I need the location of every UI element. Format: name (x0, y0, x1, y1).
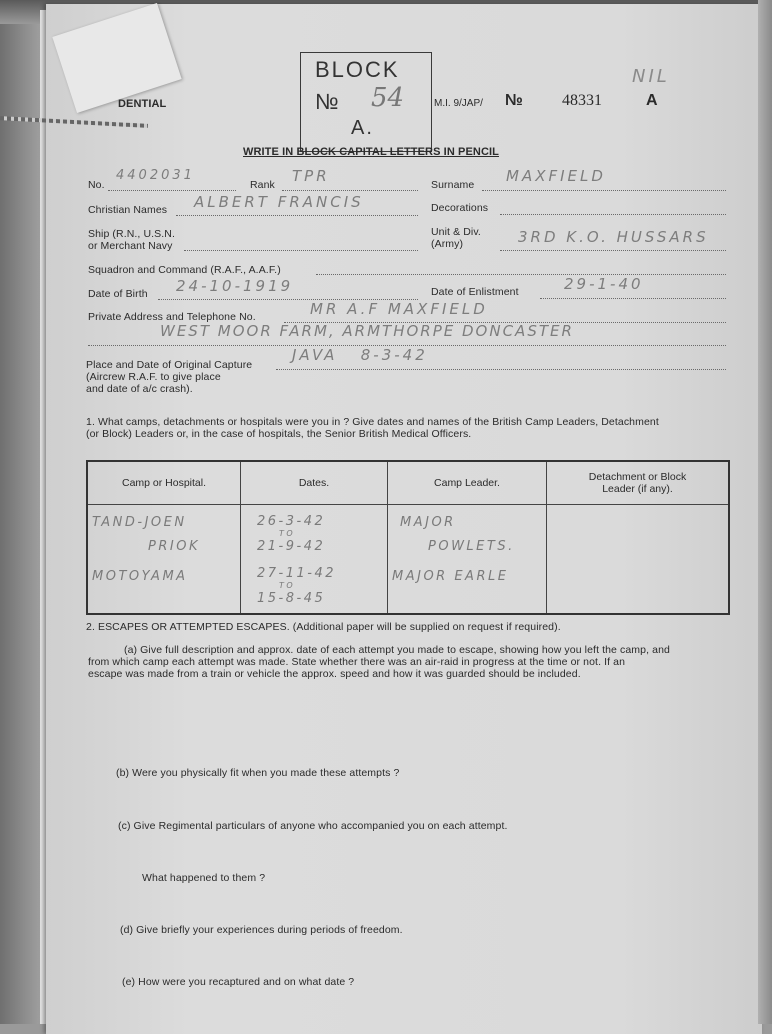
unit-label-2: (Army) (431, 238, 464, 250)
unit-label-1: Unit & Div. (431, 226, 481, 238)
date-to-1: TO (279, 529, 296, 538)
section2-e: (e) How were you recaptured and on what date ? (122, 976, 355, 988)
rank-value: TPR (292, 167, 330, 185)
section2-a-line2: from which camp each attempt was made. State whether there was an air-raid in progress at the time or not. If an (88, 656, 626, 668)
ship-label-2: or Merchant Navy (88, 240, 173, 252)
capture-line (276, 369, 726, 370)
surname-label: Surname (431, 179, 475, 191)
table-row (87, 505, 729, 615)
column-header-camp: Camp or Hospital. (87, 461, 241, 505)
decorations-line (500, 214, 726, 215)
enlistment-value: 29-1-40 (564, 275, 644, 293)
ship-line (184, 250, 418, 251)
christian-names-label: Christian Names (88, 204, 168, 216)
camp-name-2: MOTOYAMA (92, 569, 188, 584)
date-to-2: TO (279, 581, 296, 590)
table-header-row (87, 461, 729, 505)
leader-entries (388, 505, 546, 595)
ship-label-1: Ship (R.N., U.S.N. (88, 228, 175, 240)
capture-value: JAVA 8-3-42 (292, 346, 428, 364)
no-label: No. (88, 179, 105, 191)
section1-question-line2: (or Block) Leaders or, in the case of hospitals, the Senior British Medical Officers. (86, 428, 472, 440)
leader-name-2: MAJOR EARLE (392, 569, 509, 584)
leader-name-1b: POWLETS. (428, 539, 515, 554)
stamp-line-block: BLOCK (315, 57, 400, 82)
right-page-edge (758, 0, 772, 1024)
squadron-label: Squadron and Command (R.A.F., A.A.F.) (88, 264, 281, 276)
address-value-2: WEST MOOR FARM, ARMTHORPE DONCASTER (160, 322, 574, 340)
form-number: 48331 (562, 92, 602, 109)
address-label: Private Address and Telephone No. (88, 311, 256, 323)
instruction-heading: WRITE IN BLOCK CAPITAL LETTERS IN PENCIL (243, 146, 499, 158)
christian-names-value: ALBERT FRANCIS (194, 193, 364, 211)
detachment-cell (547, 505, 730, 615)
section2-a-line3: escape was made from a train or vehicle the approx. speed and how it was guarded should be included. (88, 668, 581, 680)
camp-cell (87, 505, 241, 615)
unit-line (500, 250, 726, 251)
rank-line (282, 190, 418, 191)
column-header-dates: Dates. (241, 461, 388, 505)
decorations-label: Decorations (431, 202, 489, 214)
date-entry-2: 21-9-42 (257, 539, 326, 554)
block-stamp (300, 52, 432, 152)
camp-name-1a: TAND-JOEN (92, 515, 187, 530)
column-header-camp-leader: Camp Leader. (388, 461, 547, 505)
section2-a-line1: (a) Give full description and approx. date of each attempt you made to escape, showing how you left the camp, and (124, 644, 670, 656)
date-entries (241, 505, 387, 613)
camp-entries (88, 505, 240, 595)
confidential-label: DENTIAL (118, 98, 167, 110)
column-header-detachment-leader: Detachment or Block Leader (if any). (547, 461, 730, 505)
section1-question-line1: 1. What camps, detachments or hospitals were you in ? Give dates and names of the British Camp Leaders, Detachment (86, 416, 659, 428)
no-line (108, 190, 236, 191)
section2-b: (b) Were you physically fit when you made these attempts ? (116, 767, 400, 779)
stamp-line-no: № (315, 89, 341, 114)
camps-table (86, 460, 730, 615)
enlistment-line (540, 298, 726, 299)
surname-value: MAXFIELD (506, 167, 606, 185)
christian-names-line (176, 215, 418, 216)
form-no-label: № (505, 92, 523, 109)
date-entry-4: 15-8-45 (257, 591, 326, 606)
date-entry-3: 27-11-42 (257, 566, 337, 581)
section2-d: (d) Give briefly your experiences during periods of freedom. (120, 924, 403, 936)
capture-label-3: and date of a/c crash). (86, 383, 193, 395)
form-ref: M.I. 9/JAP/ (434, 98, 483, 109)
dob-label: Date of Birth (88, 288, 148, 300)
rank-label: Rank (250, 179, 275, 191)
section2-c: (c) Give Regimental particulars of anyone who accompanied you on each attempt. (118, 820, 508, 832)
dob-value: 24-10-1919 (176, 277, 294, 295)
unit-value: 3RD K.O. HUSSARS (518, 228, 709, 246)
section2-c-followup: What happened to them ? (142, 872, 266, 884)
capture-label-2: (Aircrew R.A.F. to give place (86, 371, 221, 383)
capture-label-1: Place and Date of Original Capture (86, 359, 253, 371)
address-value-1: MR A.F MAXFIELD (310, 300, 488, 318)
form-suffix: A (646, 92, 658, 109)
stamp-letter: A. (351, 117, 374, 139)
leader-name-1a: MAJOR (400, 515, 456, 530)
section2-heading: 2. ESCAPES OR ATTEMPTED ESCAPES. (Additional paper will be supplied on request if required). (86, 621, 561, 633)
squadron-line (316, 274, 726, 275)
camp-name-1b: PRIOK (148, 539, 200, 554)
enlistment-label: Date of Enlistment (431, 286, 519, 298)
dates-cell (241, 505, 388, 615)
date-entry-1: 26-3-42 (257, 514, 326, 529)
leader-cell (388, 505, 547, 615)
surname-line (482, 190, 726, 191)
service-number: 4402031 (116, 168, 195, 183)
nil-note: NIL (632, 66, 670, 87)
stamp-number: 54 (371, 83, 405, 113)
